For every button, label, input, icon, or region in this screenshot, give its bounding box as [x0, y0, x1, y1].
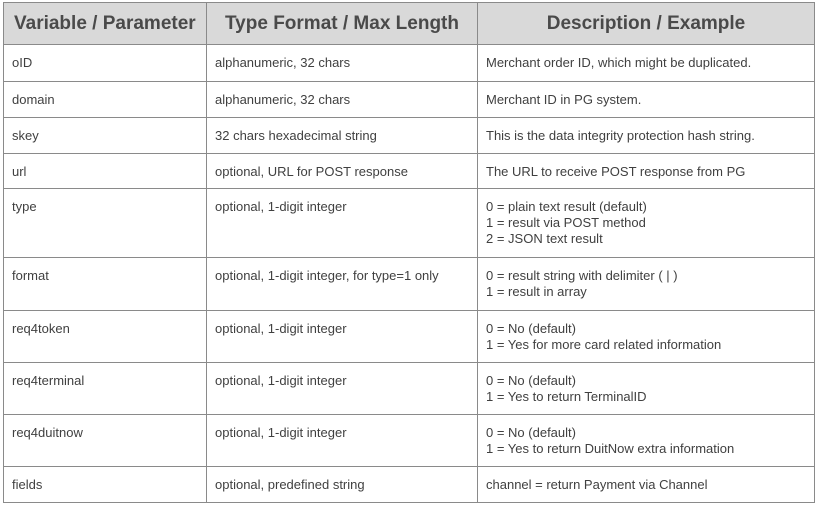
cell-description — [478, 467, 815, 503]
cell-variable: oID — [4, 45, 207, 82]
description-line: 1 = Yes to return TerminalID — [486, 389, 647, 404]
cell-description — [478, 415, 815, 467]
table-row — [4, 258, 815, 311]
cell-description — [478, 189, 815, 258]
cell-variable: format — [4, 258, 207, 311]
table-row — [4, 363, 815, 415]
cell-description — [478, 118, 815, 154]
description-line: The URL to receive POST response from PG — [486, 164, 746, 179]
cell-type: optional, URL for POST response — [207, 154, 478, 189]
description-line: 1 = Yes for more card related information — [486, 337, 722, 352]
cell-description — [478, 45, 815, 82]
table-header-row — [4, 3, 815, 45]
description-line: 1 = Yes to return DuitNow extra information — [486, 441, 735, 456]
description-line: Merchant order ID, which might be duplicated. — [486, 55, 752, 70]
description-line: 0 = result string with delimiter ( | ) — [486, 268, 678, 283]
table-row — [4, 82, 815, 118]
cell-description — [478, 82, 815, 118]
table-row — [4, 415, 815, 467]
cell-description — [478, 258, 815, 311]
table-row — [4, 467, 815, 503]
description-line: 0 = No (default) — [486, 425, 576, 440]
table-row — [4, 311, 815, 363]
cell-type: optional, 1-digit integer, for type=1 only — [207, 258, 478, 311]
cell-variable: req4duitnow — [4, 415, 207, 467]
description-line: This is the data integrity protection hash string. — [486, 128, 755, 143]
table-row — [4, 118, 815, 154]
header-type: Type Format / Max Length — [207, 3, 478, 45]
description-line: 2 = JSON text result — [486, 231, 603, 246]
cell-variable: skey — [4, 118, 207, 154]
parameters-table — [3, 2, 815, 503]
description-line: 0 = No (default) — [486, 321, 576, 336]
cell-description — [478, 154, 815, 189]
cell-variable: req4token — [4, 311, 207, 363]
cell-type: optional, 1-digit integer — [207, 189, 478, 258]
cell-type: 32 chars hexadecimal string — [207, 118, 478, 154]
table-row — [4, 45, 815, 82]
header-variable: Variable / Parameter — [4, 3, 207, 45]
cell-description — [478, 311, 815, 363]
description-line: channel = return Payment via Channel — [486, 477, 708, 492]
cell-description — [478, 363, 815, 415]
description-line: 1 = result in array — [486, 284, 587, 299]
description-line: 0 = No (default) — [486, 373, 576, 388]
cell-type: alphanumeric, 32 chars — [207, 45, 478, 82]
header-description: Description / Example — [478, 3, 815, 45]
cell-type: alphanumeric, 32 chars — [207, 82, 478, 118]
cell-type: optional, 1-digit integer — [207, 363, 478, 415]
table-row — [4, 189, 815, 258]
cell-variable: type — [4, 189, 207, 258]
cell-variable: fields — [4, 467, 207, 503]
cell-type: optional, 1-digit integer — [207, 415, 478, 467]
description-line: 0 = plain text result (default) — [486, 199, 647, 214]
description-line: Merchant ID in PG system. — [486, 92, 642, 107]
cell-variable: url — [4, 154, 207, 189]
cell-variable: req4terminal — [4, 363, 207, 415]
cell-variable: domain — [4, 82, 207, 118]
cell-type: optional, 1-digit integer — [207, 311, 478, 363]
table-row — [4, 154, 815, 189]
cell-type: optional, predefined string — [207, 467, 478, 503]
description-line: 1 = result via POST method — [486, 215, 646, 230]
